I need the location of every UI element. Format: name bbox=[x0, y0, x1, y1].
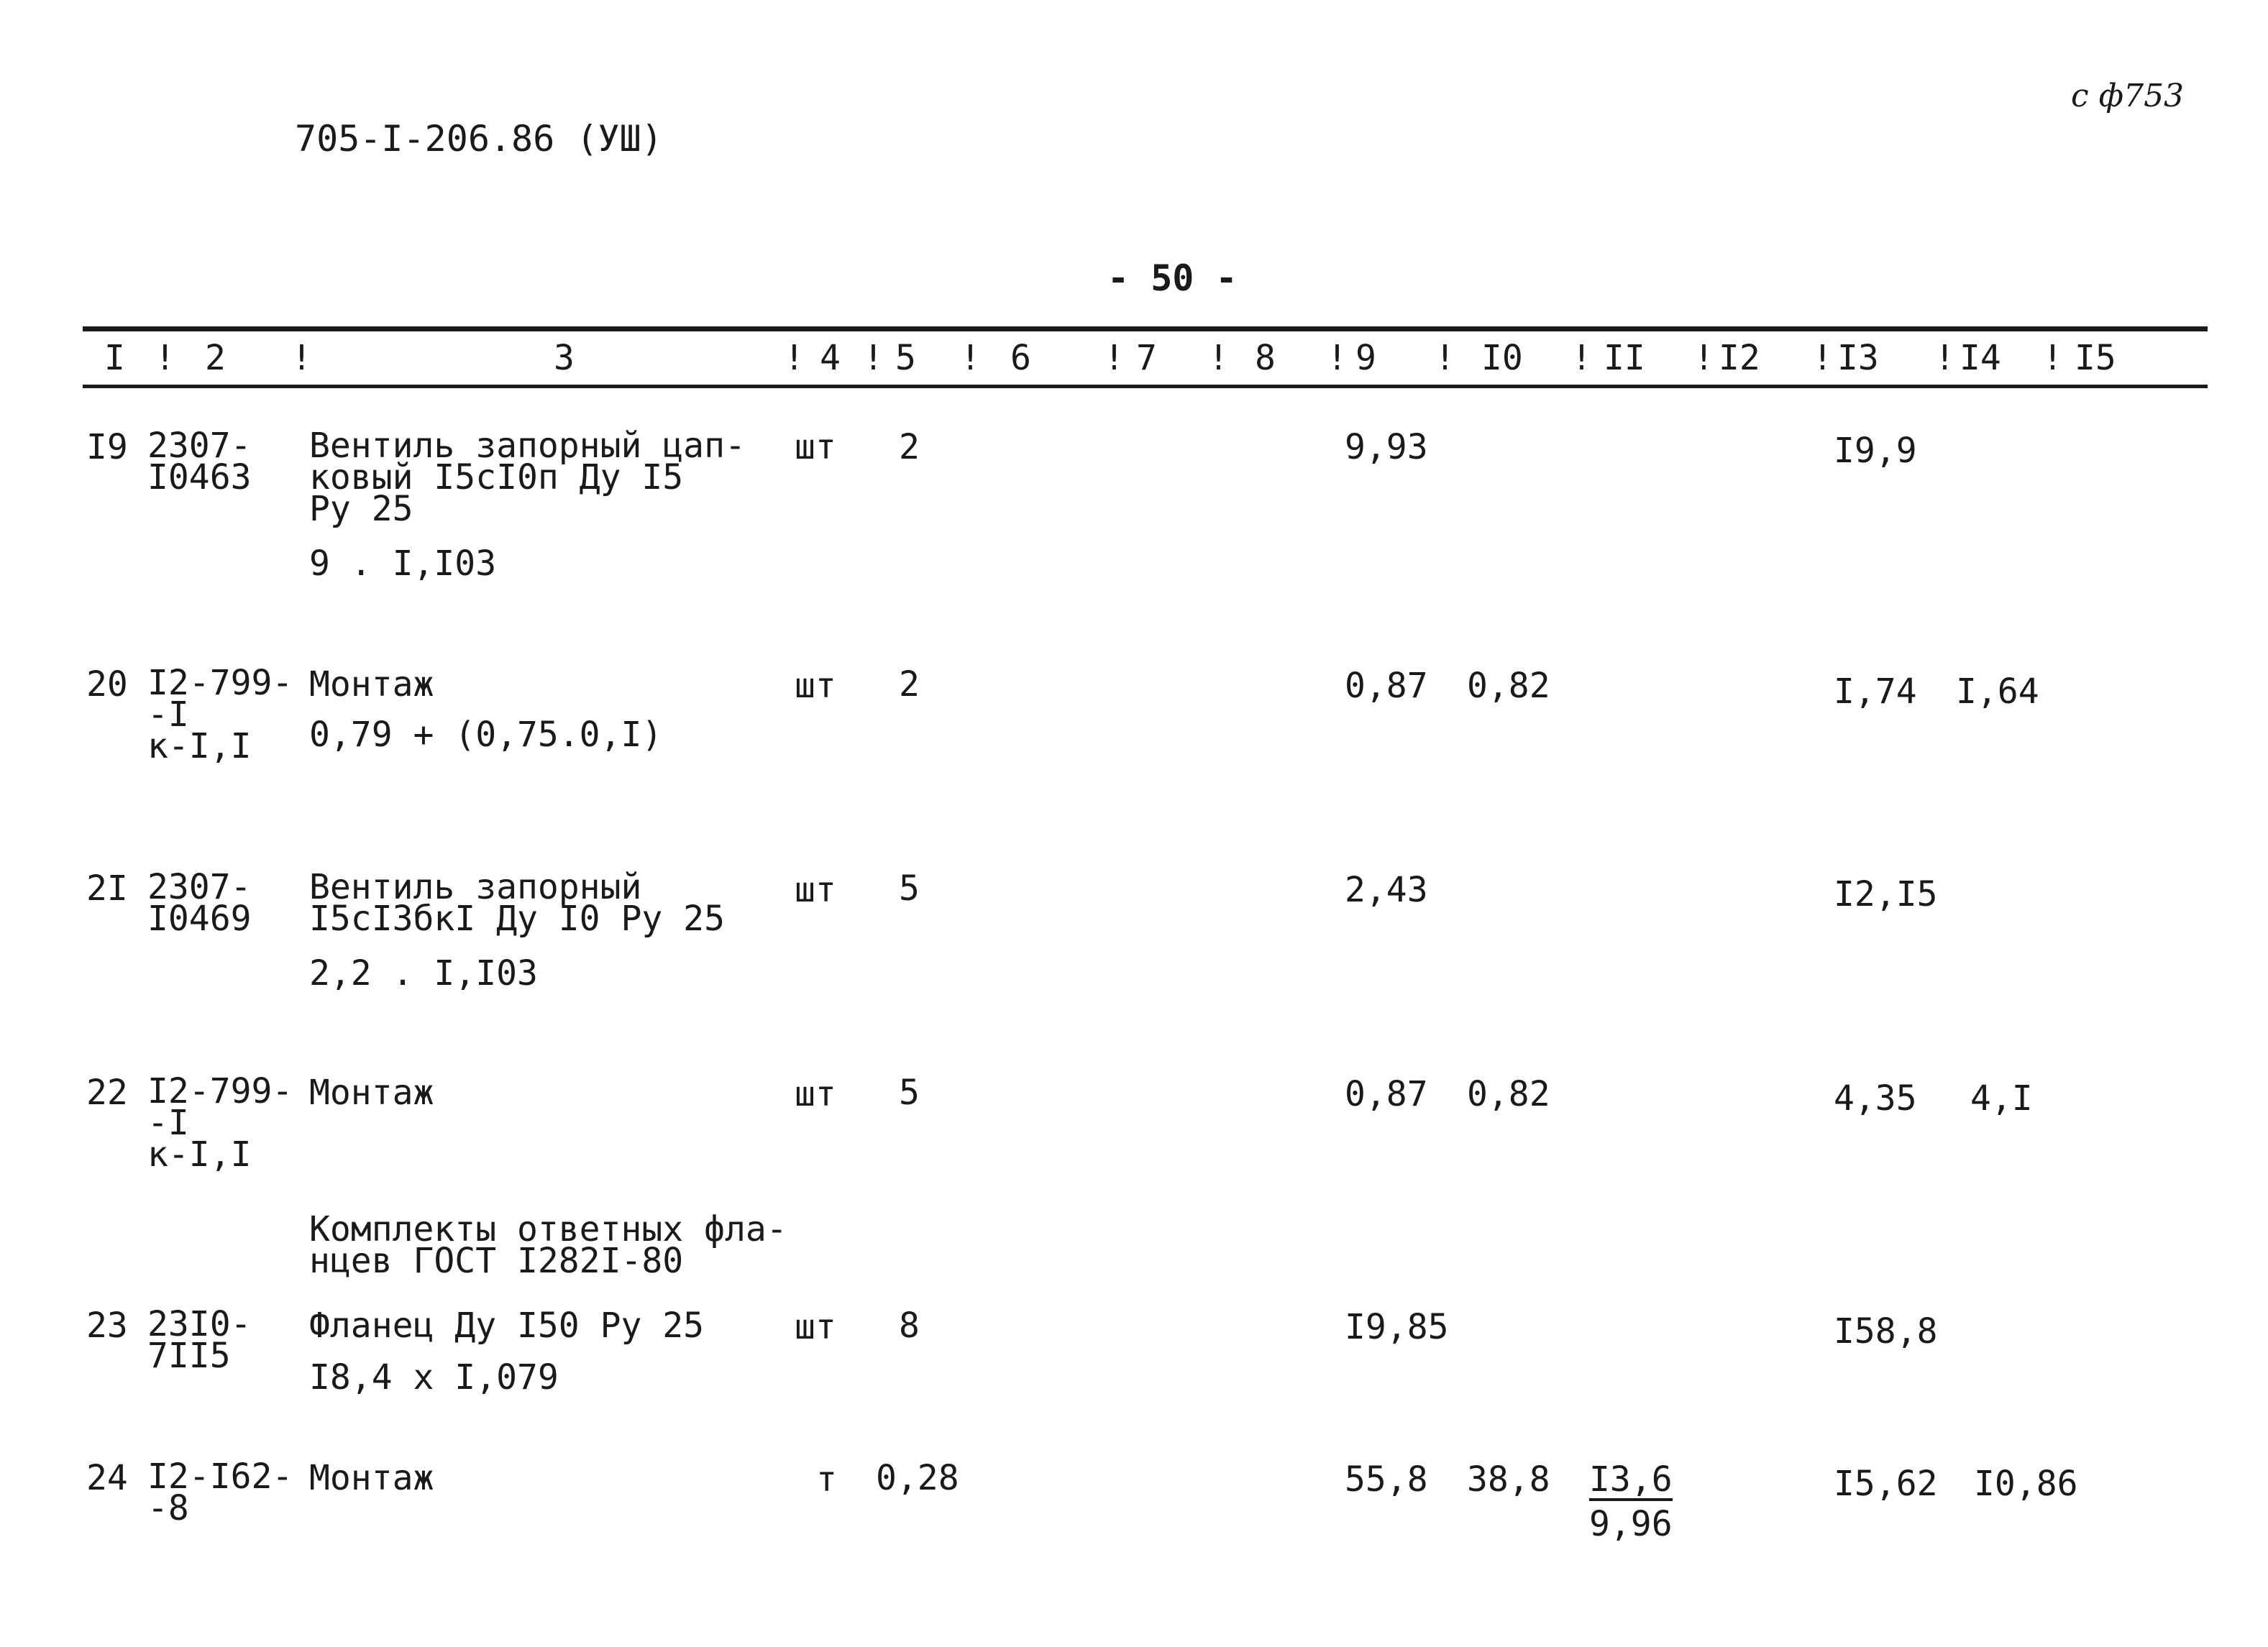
col-header-7: 7 bbox=[1136, 338, 1157, 378]
col-header-10: I0 bbox=[1481, 338, 1523, 378]
section-heading: Комплекты ответных фла- нцев ГОСТ I282I-80 bbox=[309, 1209, 787, 1282]
unit-cost-total: 9,93 bbox=[1345, 427, 1428, 467]
total-cost: I58,8 bbox=[1834, 1311, 1938, 1352]
item-description: Фланец Ду I50 Ру 25 bbox=[309, 1306, 705, 1346]
quantity: 5 bbox=[899, 1073, 920, 1113]
col-header-9: 9 bbox=[1355, 338, 1376, 378]
document-code: 705-I-206.86 (УШ) bbox=[295, 118, 663, 160]
total-wages: I0,86 bbox=[1974, 1464, 2078, 1504]
price-formula: 2,2 . I,I03 bbox=[309, 953, 538, 994]
col-header-13: I3 bbox=[1837, 338, 1879, 378]
col-header-3: 3 bbox=[554, 338, 575, 378]
total-cost: I2,I5 bbox=[1834, 874, 1938, 914]
col-header-11: II bbox=[1604, 338, 1645, 378]
col-header-15: I5 bbox=[2075, 338, 2116, 378]
price-code: I2-799- -I к-I,I bbox=[147, 1071, 293, 1175]
price-code: 2307- I0463 bbox=[147, 426, 252, 498]
col-header-6: 6 bbox=[1010, 338, 1031, 378]
item-description: Вентиль запорный цап- ковый I5cI0п Ду I5 Ру 25 bbox=[309, 426, 746, 530]
col-header-2: 2 bbox=[205, 338, 226, 378]
unit-cost-wages: 0,82 bbox=[1467, 1074, 1550, 1114]
col-separator: ! bbox=[1934, 338, 1955, 378]
col-separator: ! bbox=[1812, 338, 1833, 378]
col-separator: ! bbox=[2042, 338, 2063, 378]
total-cost: 4,35 bbox=[1834, 1078, 1917, 1119]
unit-cost-total: 0,87 bbox=[1345, 666, 1428, 706]
col-header-8: 8 bbox=[1255, 338, 1276, 378]
unit-cost-wages: 38,8 bbox=[1467, 1459, 1550, 1500]
col-separator: ! bbox=[291, 338, 312, 378]
price-code: I2-I62- -8 bbox=[147, 1456, 293, 1529]
total-cost: I5,62 bbox=[1834, 1464, 1938, 1504]
row-number: I9 bbox=[86, 427, 128, 467]
row-number: 24 bbox=[86, 1458, 128, 1498]
row-number: 2I bbox=[86, 868, 128, 909]
price-code: 2307- I0469 bbox=[147, 867, 252, 940]
price-formula: 0,79 + (0,75.0,I) bbox=[309, 715, 663, 755]
col-separator: ! bbox=[1435, 338, 1455, 378]
price-code: 23I0- 7II5 bbox=[147, 1304, 252, 1377]
archive-stamp: с ф753 bbox=[2071, 78, 2185, 114]
unit-cost-total: 2,43 bbox=[1345, 870, 1428, 910]
price-code: I2-799- -I к-I,I bbox=[147, 663, 293, 767]
item-description: Монтаж bbox=[309, 1458, 434, 1498]
quantity: 2 bbox=[899, 427, 920, 467]
unit-cost-total: 0,87 bbox=[1345, 1074, 1428, 1114]
col-header-5: 5 bbox=[895, 338, 916, 378]
unit-cost-total: 55,8 bbox=[1345, 1459, 1428, 1500]
col-header-12: I2 bbox=[1719, 338, 1760, 378]
item-description: Монтаж bbox=[309, 1073, 434, 1113]
price-formula: 9 . I,I03 bbox=[309, 543, 497, 584]
item-description: Вентиль запорный I5cI3бкI Ду I0 Ру 25 bbox=[309, 867, 725, 940]
col-separator: ! bbox=[1571, 338, 1592, 378]
col-header-1: I bbox=[104, 338, 125, 378]
col-separator: ! bbox=[1693, 338, 1714, 378]
quantity: 8 bbox=[899, 1306, 920, 1346]
table-header-rule bbox=[83, 385, 2208, 388]
unit-cost-wages: 0,82 bbox=[1467, 666, 1550, 706]
col-separator: ! bbox=[155, 338, 175, 378]
unit: шт bbox=[795, 1307, 836, 1347]
quantity: 2 bbox=[899, 664, 920, 705]
total-wages: 4,I bbox=[1970, 1078, 2033, 1119]
unit-cost-total: I9,85 bbox=[1345, 1307, 1449, 1347]
row-number: 22 bbox=[86, 1073, 128, 1113]
unit-cost-machines-wages: 9,96 bbox=[1589, 1504, 1673, 1544]
unit-cost-machines: I3,6 bbox=[1589, 1459, 1673, 1500]
row-number: 20 bbox=[86, 664, 128, 705]
price-formula: I8,4 x I,079 bbox=[309, 1357, 559, 1398]
col-header-4: 4 bbox=[820, 338, 841, 378]
item-description: Монтаж bbox=[309, 664, 434, 705]
col-separator: ! bbox=[1208, 338, 1229, 378]
total-cost: I9,9 bbox=[1834, 431, 1917, 471]
table-top-rule bbox=[83, 326, 2208, 331]
total-cost: I,74 bbox=[1834, 671, 1917, 712]
unit: шт bbox=[795, 666, 836, 706]
unit: шт bbox=[795, 427, 836, 467]
total-wages: I,64 bbox=[1956, 671, 2039, 712]
col-header-14: I4 bbox=[1960, 338, 2001, 378]
col-separator: ! bbox=[1327, 338, 1348, 378]
unit: шт bbox=[795, 1074, 836, 1114]
quantity: 5 bbox=[899, 868, 920, 909]
col-separator: ! bbox=[863, 338, 884, 378]
col-separator: ! bbox=[960, 338, 981, 378]
quantity: 0,28 bbox=[876, 1458, 959, 1498]
unit: т bbox=[816, 1459, 837, 1500]
unit: шт bbox=[795, 870, 836, 910]
page-number: - 50 - bbox=[1107, 257, 1238, 299]
col-separator: ! bbox=[784, 338, 805, 378]
col-separator: ! bbox=[1104, 338, 1125, 378]
row-number: 23 bbox=[86, 1306, 128, 1346]
